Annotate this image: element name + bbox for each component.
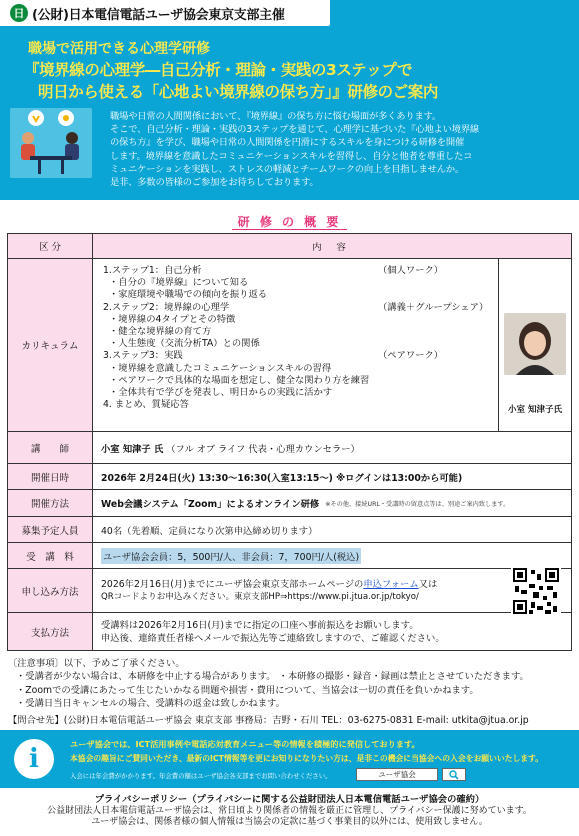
date-row (8, 463, 571, 489)
title-line-2: 『境界線の心理学―自己分析・理論・実践の3ステップで (24, 61, 413, 79)
notes-section (8, 657, 573, 727)
list-item: ・全体共有で学びを発表し、明日からの実践に活かす (109, 387, 333, 399)
lecturer-photo (504, 313, 566, 375)
list-item: ・人生態度（交流分析TA）との関係 (109, 338, 260, 350)
date-label: 開催日時 (8, 464, 93, 489)
section-title: 研 修 の 概 要 (0, 213, 579, 230)
contact-info: 【問合せ先】(公財)日本電信電話ユーザ協会 東京支部 事務局：吉野・石川 TEL：03-6275-0831 E-mail: utkita@jtua.or.jp (8, 714, 529, 726)
list-item: ・境界線の4タイプとその特徴 (109, 313, 236, 325)
info-line-1: ユーザ協会では、ICT活用事例や電話応対教育メニュー等の情報を積極的に発信しております。 (70, 739, 420, 749)
list-item: ・Zoomでの受講にあたって生じたいかなる問題や損害・費用について、当協会は一切の責任を負いかねます。 (16, 684, 479, 696)
capacity-value: 40名（先着順、定員になり次第申込締め切ります） (101, 525, 318, 537)
lecturer-label: 講 師 (8, 432, 93, 463)
capacity-row (8, 516, 571, 542)
curriculum-label: カリキュラム (8, 259, 93, 431)
curriculum-list (93, 259, 499, 431)
payment-label: 支払方法 (8, 613, 93, 650)
search-button[interactable] (442, 768, 466, 781)
privacy-line-1: 公益財団法人日本電信電話ユーザ協会は、常日頃より関係者の情報を厳正に管理し、プライバシー保護に努めています。 (47, 805, 532, 816)
info-icon: i (14, 739, 54, 779)
payment-row (8, 612, 571, 650)
info-line-3: 入会には年会費がかかります。年会費の額はユーザ協会各支部までお問い合わせください。 (70, 772, 332, 780)
fee-label: 受 講 料 (8, 543, 93, 568)
overview-table (7, 233, 572, 651)
info-line-2: 本協会の趣旨にご賛同いただき、最新のICT情報等を更にお知りになりたい方は、是非この機会に当協会への入会をお願いいたします。 (70, 754, 544, 763)
header-banner (0, 0, 579, 200)
list-item: 1.ステップ1：自己分析 （個人ワーク） (103, 265, 444, 276)
lecturer-photo-column (499, 259, 571, 431)
apply-row (8, 568, 571, 612)
method-value: Web会議システム「Zoom」によるオンライン研修 ※その他、接続URL・受講時の留意点等は、別途ご案内致します。 (101, 499, 510, 510)
intro-text: 職場や日常の人間関係において、『境界線』の保ち方に悩む場面が多くあります。 そこで、自己分析・理論・実践の3ステップを通じて、心理学に基づいた『心地よい境界線 の保ち方』を学び、職場や日常の人間関係を円滑にするスキルを身につける研修を開催 します。境界線を意識したコミュニケーションスキルを習得し、自分と他者を尊重したコ ミュニケーションを実践し、ストレスの軽減とチームワークの向上を目指しませんか。 是非、多数の皆様のご参加をお待ちしております。 (110, 111, 480, 189)
qr-code-icon[interactable] (511, 566, 561, 616)
privacy-policy (0, 794, 579, 829)
fee-value: ユーザ協会会員：5，500円/人、非会員：7，700円/人(税込) (93, 543, 571, 568)
apply-label: 申し込み方法 (8, 569, 93, 612)
fee-row (8, 542, 571, 568)
list-item: ・受講者が少ない場合は、本研修を中止する場合があります。 ・本研修の撮影・録音・録画は禁止とさせていただきます。 (16, 671, 529, 683)
title-line-3: 明日から使える「心地よい境界線の保ち方」』研修のご案内 (38, 83, 438, 101)
lecturer-row (8, 431, 571, 463)
date-value: 2026年 2月24日(火) 13:30～16:30(入室13:15～) ※ログインは13:00から可能) (101, 472, 463, 484)
apply-form-link[interactable]: 申込フォーム (363, 578, 419, 590)
search-box[interactable]: ユーザ協会 (356, 768, 438, 781)
list-item: 2.ステップ2：境界線の心理学 （講義＋グループシェア） (103, 301, 489, 313)
capacity-label: 募集予定人員 (8, 517, 93, 542)
title-line-1: 職場で活用できる心理学研修 (28, 41, 210, 57)
list-item: ・ペアワークで具体的な場面を想定し、健全な関わり方を練習 (109, 374, 370, 386)
organizer-text: (公財)日本電信電話ユーザ協会東京支部主催 (32, 7, 285, 23)
method-row (8, 489, 571, 516)
list-item: ・受講日当日キャンセルの場合、受講料の返金は致しかねます。 (16, 698, 285, 710)
list-item: 4. まとめ、質疑応答 (103, 399, 189, 411)
apply-value: 2026年2月16日(月)までにユーザ協会東京支部ホームページの申込フォーム又は QRコードよりお申込みください。東京支部HP⇒https://www.pi.jtua.or.jp/tokyo/ (93, 569, 571, 612)
payment-value: 受講料は2026年2月16日(月)までに指定の口座へ事前振込をお願いします。 申込後、連絡責任者様へメールで振込先等ご連絡致しますので、ご確認ください。 (101, 619, 445, 644)
meeting-illustration (10, 108, 92, 178)
lecturer-photo-caption: 小室 知津子氏 (508, 405, 562, 415)
info-banner (0, 730, 579, 788)
header-category: 区 分 (8, 234, 93, 258)
list-item: ・健全な境界線の育て方 (109, 326, 212, 338)
organizer-bar (0, 0, 330, 26)
privacy-title: プライバシーポリシー（プライバシーに関する公益財団法人日本電信電話ユーザ協会の確約） (94, 794, 485, 805)
header-content: 内 容 (93, 234, 571, 258)
table-header-row (8, 234, 571, 258)
list-item: ・自分の『境界線』について知る (109, 277, 249, 289)
curriculum-row (8, 258, 571, 431)
list-item: 3.ステップ3：実践 （ペアワーク） (103, 350, 444, 362)
lecturer-value: 小室 知津子 氏 （フル オブ ライフ 代表・心理カウンセラー） (101, 443, 360, 455)
search-icon (449, 770, 459, 780)
list-item: ・境界線を意識したコミュニケーションスキルの習得 (109, 362, 332, 374)
org-logo-icon: 日 (10, 4, 28, 22)
privacy-line-2: ユーザ協会は、関係者様の個人情報は当協会の定款に基づく事業目的以外には、使用致しません。 (91, 817, 488, 827)
notes-heading: 〔注意事項〕以下、予めご了承ください。 (8, 658, 185, 669)
method-label: 開催方法 (8, 490, 93, 516)
list-item: ・家庭環境や職場での傾向を振り返る (109, 289, 268, 301)
